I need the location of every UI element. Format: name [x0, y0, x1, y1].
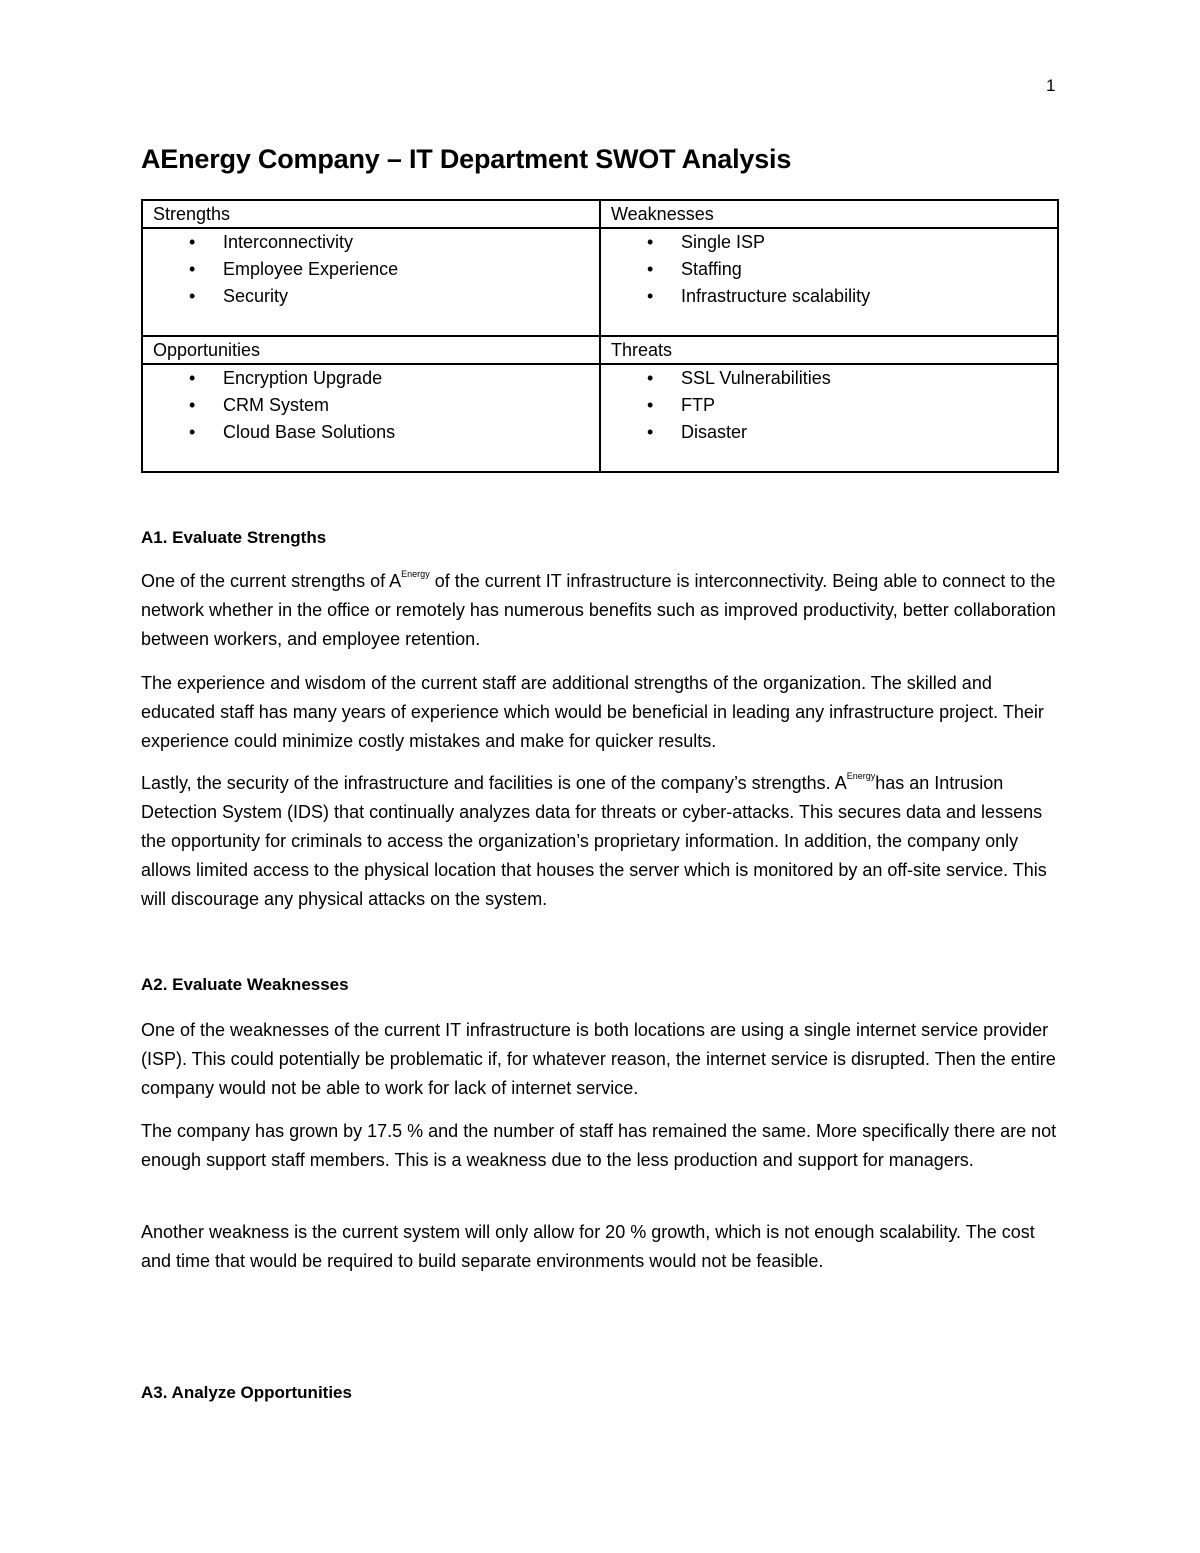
list-item — [153, 392, 589, 419]
bullet-icon: • — [647, 368, 654, 388]
strengths-list — [153, 229, 589, 310]
swot-header-opportunities: Opportunities — [142, 336, 600, 364]
paragraph-text: One of the current strengths of — [141, 571, 390, 591]
opportunity-item: CRM System — [223, 395, 330, 415]
paragraph-a1-2: The experience and wisdom of the current staff are additional strengths of the organization. The skilled and educated staff has many years of experience which would be beneficial in leading any infrastructure project. Their experience could minimize costly mistakes and make for quicker results. — [141, 673, 1044, 751]
strength-item: Interconnectivity — [223, 232, 354, 252]
bullet-icon: • — [647, 259, 654, 279]
page-number: 1 — [1046, 76, 1056, 95]
paragraph-text: has an Intrusion Detection System (IDS) that continually analyzes data for threats or cyber-attacks. This secures data and lessens the opportunity for criminals to access the organization’s proprietary information. In addition, the company only allows limited access to the physical location that houses the server which is monitored by an off-site service. This will discourage any physical attacks on the system. — [141, 773, 1047, 909]
document-title: AEnergy Company – IT Department SWOT Analysis — [141, 144, 792, 174]
bullet-icon: • — [189, 395, 196, 415]
weakness-item: Single ISP — [681, 232, 766, 252]
swot-cell-opportunities — [142, 364, 600, 472]
swot-cell-strengths — [142, 228, 600, 336]
weakness-item: Staffing — [681, 259, 742, 279]
brand-superscript: Energy — [846, 771, 876, 781]
swot-header-strengths: Strengths — [142, 200, 600, 228]
section-heading-a3: A3. Analyze Opportunities — [141, 1383, 352, 1402]
threat-item: SSL Vulnerabilities — [681, 368, 831, 388]
opportunities-list — [153, 365, 589, 446]
weakness-item: Infrastructure scalability — [681, 286, 871, 306]
opportunity-item: Cloud Base Solutions — [223, 422, 396, 442]
list-item — [153, 419, 589, 446]
bullet-icon: • — [189, 286, 196, 306]
list-item — [611, 256, 1047, 283]
paragraph-text: of the current IT infrastructure is interconnectivity. Being able to connect to the network whether in the office or remotely has numerous benefits such as improved productivity, better collaboration between workers, and employee retention. — [141, 571, 1056, 649]
brand-name — [835, 773, 876, 793]
brand-prefix: A — [834, 773, 847, 793]
swot-table — [141, 199, 1059, 473]
list-item — [611, 392, 1047, 419]
swot-header-threats: Threats — [600, 336, 1058, 364]
bullet-icon: • — [647, 422, 654, 442]
bullet-icon: • — [189, 422, 196, 442]
threat-item: FTP — [681, 395, 715, 415]
threat-item: Disaster — [681, 422, 748, 442]
threats-list — [611, 365, 1047, 446]
list-item — [611, 419, 1047, 446]
list-item — [153, 365, 589, 392]
bullet-icon: • — [189, 232, 196, 252]
swot-cell-weaknesses — [600, 228, 1058, 336]
paragraph-a2-3: Another weakness is the current system will only allow for 20 % growth, which is not enough scalability. The cost and time that would be required to build separate environments would not be feasible. — [141, 1222, 1035, 1271]
brand-name — [389, 571, 430, 591]
section-heading-a1: A1. Evaluate Strengths — [141, 528, 327, 547]
bullet-icon: • — [647, 286, 654, 306]
strength-item: Employee Experience — [223, 259, 399, 279]
bullet-icon: • — [189, 368, 196, 388]
weaknesses-list — [611, 229, 1047, 310]
list-item — [153, 229, 589, 256]
section-heading-a2: A2. Evaluate Weaknesses — [141, 975, 349, 994]
brand-superscript: Energy — [401, 569, 430, 579]
bullet-icon: • — [647, 232, 654, 252]
swot-cell-threats — [600, 364, 1058, 472]
opportunity-item: Encryption Upgrade — [223, 368, 383, 388]
list-item — [611, 365, 1047, 392]
bullet-icon: • — [647, 395, 654, 415]
bullet-icon: • — [189, 259, 196, 279]
paragraph-a1-1 — [141, 567, 1061, 654]
list-item — [153, 256, 589, 283]
swot-header-weaknesses: Weaknesses — [600, 200, 1058, 228]
strength-item: Security — [223, 286, 289, 306]
paragraph-a2-2: The company has grown by 17.5 % and the number of staff has remained the same. More specifically there are not enough support staff members. This is a weakness due to the less production and support for managers. — [141, 1121, 1057, 1170]
list-item — [611, 283, 1047, 310]
paragraph-a1-3 — [141, 769, 1061, 914]
list-item — [611, 229, 1047, 256]
list-item — [153, 283, 589, 310]
paragraph-text: Lastly, the security of the infrastructure and facilities is one of the company’s strengths. — [141, 773, 835, 793]
paragraph-a2-1: One of the weaknesses of the current IT infrastructure is both locations are using a single internet service provider (ISP). This could potentially be problematic if, for whatever reason, the internet service is disrupted. Then the entire company would not be able to work for lack of internet service. — [141, 1020, 1056, 1098]
brand-prefix: A — [389, 571, 402, 591]
